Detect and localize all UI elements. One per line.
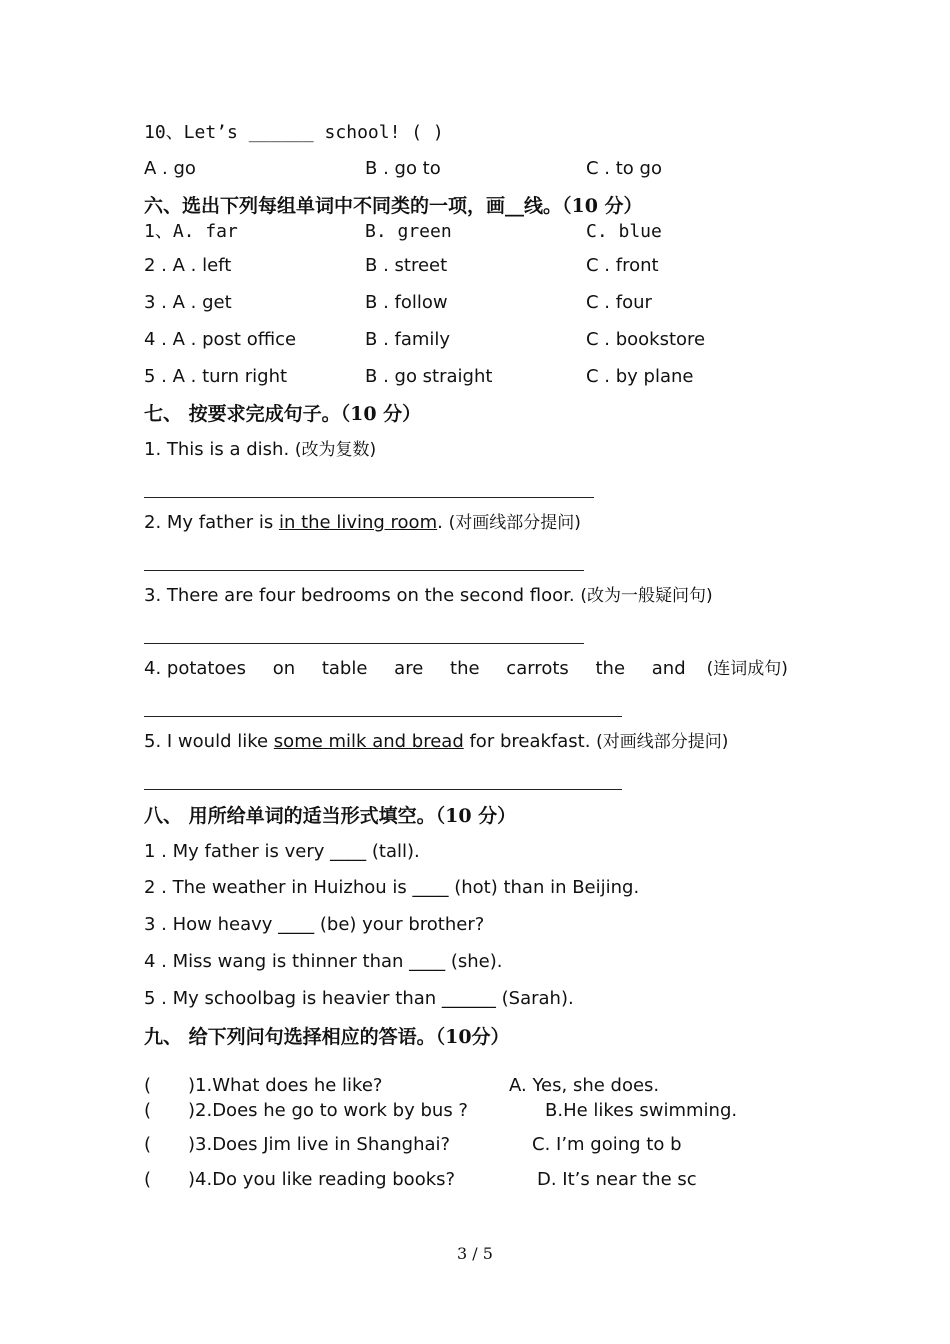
s6-row3-b: B . follow — [365, 292, 448, 313]
s6-row3-a: 3 . A . get — [144, 292, 232, 313]
s8-item: 5 . My schoolbag is heavier than ______ (Sarah). — [144, 988, 574, 1009]
s9-question: )1.What does he like? — [188, 1075, 383, 1096]
s7-q5 — [144, 731, 728, 753]
s7-q2-pre: 2. My father is — [144, 512, 279, 533]
s7-q4-last-word: and — [651, 658, 686, 679]
q10-option-a: A . go — [144, 158, 196, 179]
s8-item: 1 . My father is very ____ (tall). — [144, 841, 420, 862]
s6-row4-c: C . bookstore — [586, 329, 706, 350]
s7-q2-answer-line[interactable] — [144, 570, 584, 571]
s9-answer-blank[interactable]: ( — [144, 1169, 152, 1190]
s6-row1-c: C. blue — [586, 221, 662, 242]
s9-answer: A. Yes, she does. — [509, 1075, 660, 1096]
s6-row2-c: C . front — [586, 255, 659, 276]
s8-item: 2 . The weather in Huizhou is ____ (hot) than in Beijing. — [144, 877, 640, 898]
s7-q4-word: table — [321, 658, 368, 679]
s7-q4-word: carrots — [506, 658, 569, 679]
s6-row4-b: B . family — [365, 329, 451, 350]
q10-option-b: B . go to — [365, 158, 441, 179]
s7-q1-text: 1. This is a dish. — [144, 439, 295, 460]
s7-q1-note: (改为复数) — [294, 440, 377, 460]
s9-row-3 — [144, 1134, 682, 1156]
s9-row-2 — [144, 1100, 738, 1122]
s7-q2 — [144, 512, 581, 534]
section6-heading: 六、选出下列每组单词中不同类的一项，画__线。（10 分） — [144, 195, 643, 217]
s9-question: )3.Does Jim live in Shanghai? — [188, 1134, 451, 1155]
s9-answer: B.He likes swimming. — [545, 1100, 738, 1121]
s7-q4-word: on — [272, 658, 296, 679]
section7-heading: 七、 按要求完成句子。（10 分） — [144, 403, 422, 425]
s6-row3-c: C . four — [586, 292, 652, 313]
s6-row4-a: 4 . A . post office — [144, 329, 297, 350]
s6-row5-b: B . go straight — [365, 366, 493, 387]
s6-row5-a: 5 . A . turn right — [144, 366, 288, 387]
s8-item: 4 . Miss wang is thinner than ____ (she). — [144, 951, 503, 972]
s7-q3-note: (改为一般疑问句) — [580, 586, 713, 606]
s7-q2-underlined: in the living room — [278, 512, 438, 533]
s9-question: )2.Does he go to work by bus ? — [188, 1100, 468, 1121]
section8-heading: 八、 用所给单词的适当形式填空。（10 分） — [144, 805, 517, 827]
s7-q5-note: (对画线部分提问) — [596, 732, 729, 752]
s7-q1-answer-line[interactable] — [144, 497, 594, 498]
q10-option-c: C . to go — [586, 158, 662, 179]
s9-answer: D. It’s near the sc — [537, 1169, 697, 1190]
s9-row-1 — [144, 1075, 660, 1097]
q10-stem: 10、Let’s ______ school! ( ) — [144, 122, 444, 143]
s6-row1-b: B. green — [365, 221, 452, 242]
s7-q4-label: 4. potatoes — [144, 658, 246, 679]
s7-q2-post: . — [437, 512, 449, 533]
s7-q3-text: 3. There are four bedrooms on the second floor. — [144, 585, 581, 606]
page-number: 3 / 5 — [457, 1244, 493, 1263]
s9-answer-blank[interactable]: ( — [144, 1134, 152, 1155]
s7-q4-answer-line[interactable] — [144, 716, 622, 717]
s7-q1 — [144, 439, 376, 461]
s6-row2-a: 2 . A . left — [144, 255, 232, 276]
s9-answer-blank[interactable]: ( — [144, 1100, 152, 1121]
s7-q5-pre: 5. I would like — [144, 731, 274, 752]
s7-q5-post: for breakfast. — [463, 731, 597, 752]
s9-answer-blank[interactable]: ( — [144, 1075, 152, 1096]
s7-q3 — [144, 585, 713, 607]
section9-heading: 九、 给下列问句选择相应的答语。（10分） — [144, 1026, 510, 1048]
s7-q4-word: the — [595, 658, 626, 679]
s7-q4-word: are — [394, 658, 424, 679]
s7-q2-note: (对画线部分提问) — [448, 513, 581, 533]
s9-row-4 — [144, 1169, 697, 1191]
s7-q4-word: the — [450, 658, 480, 679]
s7-q4-note: (连词成句) — [706, 659, 788, 679]
s7-q4 — [144, 658, 788, 680]
s7-q5-answer-line[interactable] — [144, 789, 622, 790]
s9-answer: C. I’m going to b — [532, 1134, 682, 1155]
s6-row2-b: B . street — [365, 255, 448, 276]
s6-row5-c: C . by plane — [586, 366, 694, 387]
s8-item: 3 . How heavy ____ (be) your brother? — [144, 914, 485, 935]
s7-q3-answer-line[interactable] — [144, 643, 584, 644]
s6-row1-a: 1、A. far — [144, 221, 238, 242]
s9-question: )4.Do you like reading books? — [188, 1169, 456, 1190]
s7-q5-underlined: some milk and bread — [273, 731, 464, 752]
